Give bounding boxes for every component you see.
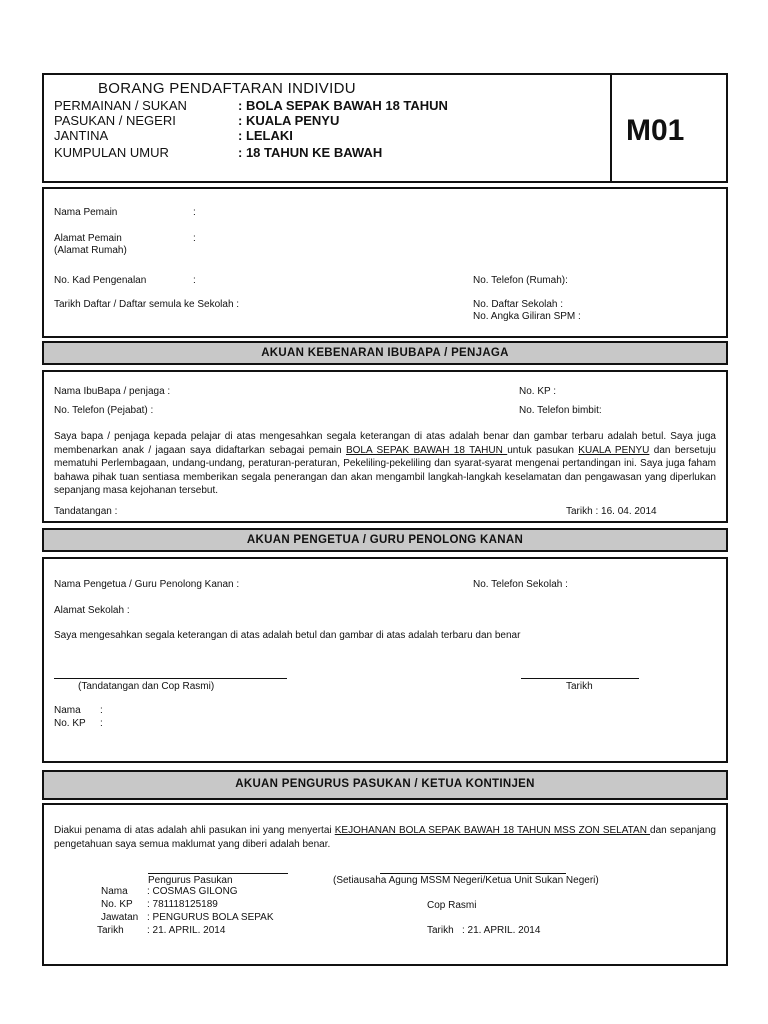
header-label-sukan: PERMAINAN / SUKAN	[54, 98, 187, 113]
header-label-jantina: JANTINA	[54, 128, 109, 143]
parent-declaration-team: KUALA PENYU	[578, 444, 650, 456]
principal-date-line	[521, 678, 639, 679]
player-address-sub: (Alamat Rumah)	[54, 245, 127, 256]
parent-ic-label: No. KP :	[519, 386, 557, 397]
school-address-label: Alamat Sekolah :	[54, 605, 130, 616]
header-value-sukan: : BOLA SEPAK BAWAH 18 TAHUN	[238, 98, 448, 113]
secretary-caption: (Setiausaha Agung MSSM Negeri/Ketua Unit Sukan Negeri)	[333, 875, 599, 886]
player-section	[42, 187, 728, 338]
principal-nama-colon: :	[100, 705, 103, 716]
manager-nama-label: Nama	[101, 886, 128, 897]
secretary-tarikh-value: : 21. APRIL. 2014	[462, 925, 541, 936]
player-school-no-label: No. Daftar Sekolah :	[473, 299, 564, 310]
parent-heading: AKUAN KEBENARAN IBUBAPA / PENJAGA	[42, 341, 728, 365]
parent-declaration	[54, 430, 716, 498]
parent-name-label: Nama IbuBapa / penjaga :	[54, 386, 171, 397]
player-school-date-label: Tarikh Daftar / Daftar semula ke Sekolah :	[54, 299, 240, 310]
manager-kp-label: No. KP	[101, 899, 133, 910]
parent-declaration-text-1: Saya bapa / penjaga kepada pelajar di atas mengesahkan segala keterangan di atas adalah benar dan gambar terbaru adalah betul. Saya juga membenarkan anak / jagaan saya didaftarkan sebagai pemain	[54, 431, 716, 456]
header-value-jantina: : LELAKI	[238, 128, 293, 143]
manager-tarikh-value: : 21. APRIL. 2014	[147, 925, 226, 936]
player-spm-label: No. Angka Giliran SPM :	[473, 311, 581, 322]
parent-date: Tarikh : 16. 04. 2014	[566, 506, 657, 517]
manager-heading: AKUAN PENGURUS PASUKAN / KETUA KONTINJEN	[235, 778, 535, 790]
header-value-umur: : 18 TAHUN KE BAWAH	[238, 145, 383, 160]
parent-signature-label: Tandatangan :	[54, 506, 118, 517]
parent-mobile-label: No. Telefon bimbit:	[519, 405, 602, 416]
parent-declaration-event: BOLA SEPAK BAWAH 18 TAHUN	[345, 444, 508, 456]
player-ic-colon: :	[193, 275, 196, 286]
player-address-label: Alamat Pemain	[54, 233, 122, 244]
principal-kp-colon: :	[100, 718, 103, 729]
manager-declaration-event: KEJOHANAN BOLA SEPAK BAWAH 18 TAHUN MSS ZON SELATAN	[334, 825, 651, 836]
secretary-signature-line	[380, 873, 566, 874]
principal-statement: Saya mengesahkan segala keterangan di atas adalah betul dan gambar di atas adalah terbaru dan benar	[54, 630, 521, 641]
manager-signature-line	[148, 873, 288, 874]
manager-caption: Pengurus Pasukan	[148, 875, 233, 886]
header-value-pasukan: : KUALA PENYU	[238, 113, 340, 128]
manager-jawatan-value: : PENGURUS BOLA SEPAK	[147, 912, 274, 923]
player-ic-label: No. Kad Pengenalan	[54, 275, 147, 286]
manager-tarikh-label: Tarikh	[97, 925, 124, 936]
manager-declaration	[54, 824, 716, 851]
official-stamp-label: Cop Rasmi	[427, 900, 477, 911]
player-phone-label: No. Telefon (Rumah):	[473, 275, 568, 286]
player-name-label: Nama Pemain	[54, 207, 118, 218]
principal-nama-label: Nama	[54, 705, 81, 716]
parent-declaration-text-2: untuk pasukan	[507, 444, 579, 456]
principal-heading: AKUAN PENGETUA / GURU PENOLONG KANAN	[42, 528, 728, 552]
principal-signature-line	[54, 678, 287, 679]
school-phone-label: No. Telefon Sekolah :	[473, 579, 568, 590]
player-address-colon: :	[193, 233, 196, 244]
parent-declaration-text-3: dan bersetuju mematuhi Perlembagaan, undang-undang, peraturan-peraturan, Pekeliling-pekeliling dan syarat-syarat mengenai pertandingan ini. Saya juga faham bahawa pihak tuan sentiasa memberikan segala penerangan dan akan mengambil langkah-langkah keselamatan dan pengawasan yang diperlukan sepanjang masa kejohanan tersebut.	[54, 444, 716, 496]
secretary-tarikh-label: Tarikh	[427, 925, 454, 936]
manager-nama-value: : COSMAS GILONG	[147, 886, 238, 897]
manager-kp-value: : 781118125189	[147, 899, 218, 910]
form-title: BORANG PENDAFTARAN INDIVIDU	[98, 80, 356, 97]
manager-declaration-text-1: Diakui penama di atas adalah ahli pasukan ini yang menyertai	[54, 825, 335, 836]
header-label-pasukan: PASUKAN / NEGERI	[54, 113, 176, 128]
manager-jawatan-label: Jawatan	[101, 912, 139, 923]
header-label-umur: KUMPULAN UMUR	[54, 145, 169, 160]
form-code-divider	[610, 73, 612, 183]
manager-declaration-text-2: dan sepanjang pengetahuan saya semua maklumat yang diberi adalah benar.	[54, 825, 716, 850]
principal-date-caption: Tarikh	[566, 681, 593, 692]
principal-kp-label: No. KP	[54, 718, 86, 729]
principal-signature-caption: (Tandatangan dan Cop Rasmi)	[78, 681, 215, 692]
player-name-colon: :	[193, 207, 196, 218]
parent-office-phone-label: No. Telefon (Pejabat) :	[54, 405, 154, 416]
principal-name-label: Nama Pengetua / Guru Penolong Kanan :	[54, 579, 240, 590]
form-code: M01	[626, 114, 685, 147]
